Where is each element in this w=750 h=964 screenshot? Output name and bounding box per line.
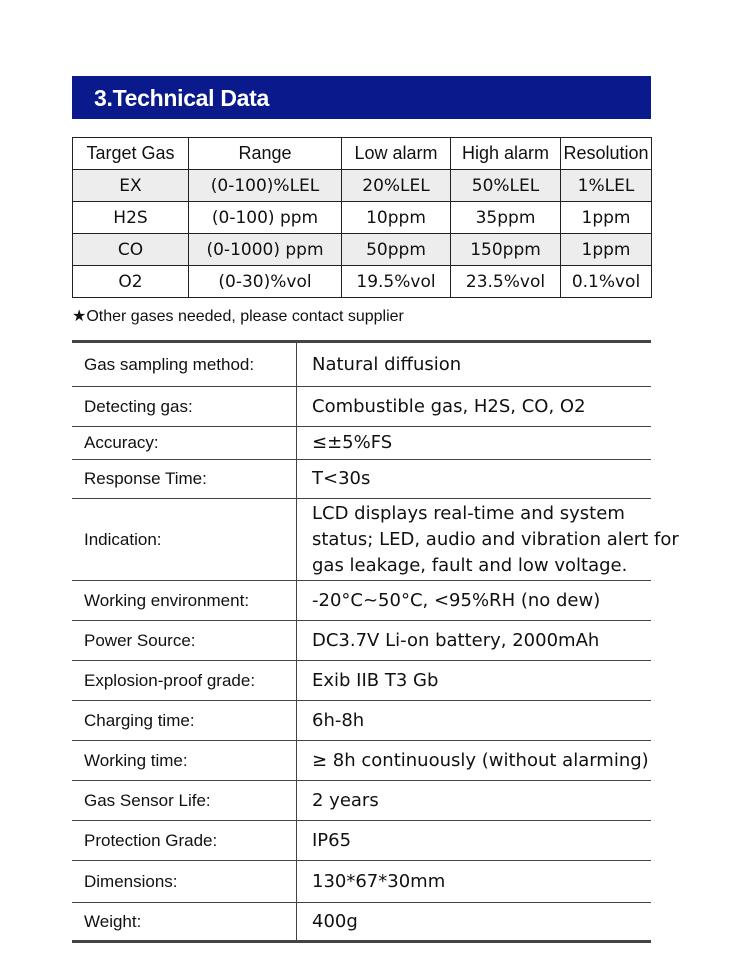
table-row bbox=[73, 202, 652, 234]
spec-label: Response Time: bbox=[72, 460, 297, 499]
spec-value: 2 years bbox=[297, 781, 652, 821]
header-high-alarm: High alarm bbox=[451, 138, 561, 170]
spec-value: DC3.7V Li-on battery, 2000mAh bbox=[297, 621, 652, 661]
header-range: Range bbox=[189, 138, 342, 170]
spec-label: Dimensions: bbox=[72, 861, 297, 903]
header-target-gas: Target Gas bbox=[73, 138, 189, 170]
spec-label: Working time: bbox=[72, 741, 297, 781]
gas-resolution: 1ppm bbox=[561, 202, 652, 234]
gas-name: H2S bbox=[73, 202, 189, 234]
gas-range: (0-100)%LEL bbox=[189, 170, 342, 202]
header-low-alarm: Low alarm bbox=[342, 138, 451, 170]
spec-label: Gas Sensor Life: bbox=[72, 781, 297, 821]
table-row bbox=[72, 342, 651, 387]
spec-label: Power Source: bbox=[72, 621, 297, 661]
gas-resolution: 1%LEL bbox=[561, 170, 652, 202]
table-row bbox=[72, 903, 651, 942]
table-row bbox=[72, 781, 651, 821]
indication-line: LCD displays real-time and system bbox=[312, 502, 625, 524]
table-row bbox=[72, 701, 651, 741]
table-row bbox=[73, 266, 652, 298]
table-row bbox=[72, 499, 651, 581]
spec-label: Explosion-proof grade: bbox=[72, 661, 297, 701]
table-row bbox=[72, 741, 651, 781]
table-row bbox=[72, 621, 651, 661]
spec-value: -20°C~50°C, <95%RH (no dew) bbox=[297, 581, 652, 621]
spec-value: Exib IIB T3 Gb bbox=[297, 661, 652, 701]
indication-line: gas leakage, fault and low voltage. bbox=[312, 554, 628, 576]
spec-label: Indication: bbox=[72, 499, 297, 581]
gas-high-alarm: 23.5%vol bbox=[451, 266, 561, 298]
spec-label: Gas sampling method: bbox=[72, 342, 297, 387]
spec-value: 400g bbox=[297, 903, 652, 942]
table-row bbox=[73, 170, 652, 202]
table-row bbox=[72, 661, 651, 701]
spec-value: ≥ 8h continuously (without alarming) bbox=[297, 741, 652, 781]
gas-low-alarm: 19.5%vol bbox=[342, 266, 451, 298]
gas-low-alarm: 20%LEL bbox=[342, 170, 451, 202]
gas-range: (0-1000) ppm bbox=[189, 234, 342, 266]
section-header-bar bbox=[72, 76, 651, 119]
spec-label: Detecting gas: bbox=[72, 387, 297, 427]
spec-label: Charging time: bbox=[72, 701, 297, 741]
spec-value: T<30s bbox=[297, 460, 652, 499]
spec-value: 130*67*30mm bbox=[297, 861, 652, 903]
table-row bbox=[72, 821, 651, 861]
gas-name: O2 bbox=[73, 266, 189, 298]
spec-value bbox=[297, 499, 679, 581]
header-resolution: Resolution bbox=[561, 138, 652, 170]
gas-name: EX bbox=[73, 170, 189, 202]
gas-resolution: 0.1%vol bbox=[561, 266, 652, 298]
spec-label: Protection Grade: bbox=[72, 821, 297, 861]
spec-value: IP65 bbox=[297, 821, 652, 861]
gas-name: CO bbox=[73, 234, 189, 266]
table-row bbox=[72, 581, 651, 621]
spec-value: 6h-8h bbox=[297, 701, 652, 741]
spec-value: Combustible gas, H2S, CO, O2 bbox=[297, 387, 652, 427]
table-header-row bbox=[73, 138, 652, 170]
gas-low-alarm: 50ppm bbox=[342, 234, 451, 266]
indication-line: status; LED, audio and vibration alert for bbox=[312, 528, 679, 550]
gas-range: (0-30)%vol bbox=[189, 266, 342, 298]
table-row bbox=[72, 460, 651, 499]
table-row bbox=[72, 427, 651, 460]
gas-low-alarm: 10ppm bbox=[342, 202, 451, 234]
gas-high-alarm: 35ppm bbox=[451, 202, 561, 234]
gas-resolution: 1ppm bbox=[561, 234, 652, 266]
specifications-table bbox=[72, 340, 679, 943]
spec-value: Natural diffusion bbox=[297, 342, 652, 387]
gas-high-alarm: 50%LEL bbox=[451, 170, 561, 202]
gas-range-table bbox=[72, 137, 652, 298]
table-row bbox=[72, 387, 651, 427]
gas-range: (0-100) ppm bbox=[189, 202, 342, 234]
spec-value: ≤±5%FS bbox=[297, 427, 652, 460]
table-row bbox=[73, 234, 652, 266]
gas-high-alarm: 150ppm bbox=[451, 234, 561, 266]
spec-label: Weight: bbox=[72, 903, 297, 942]
contact-supplier-note: ★Other gases needed, please contact supplier bbox=[72, 308, 404, 325]
spec-label: Working environment: bbox=[72, 581, 297, 621]
section-title: 3.Technical Data bbox=[94, 85, 270, 111]
table-row bbox=[72, 861, 651, 903]
spec-label: Accuracy: bbox=[72, 427, 297, 460]
